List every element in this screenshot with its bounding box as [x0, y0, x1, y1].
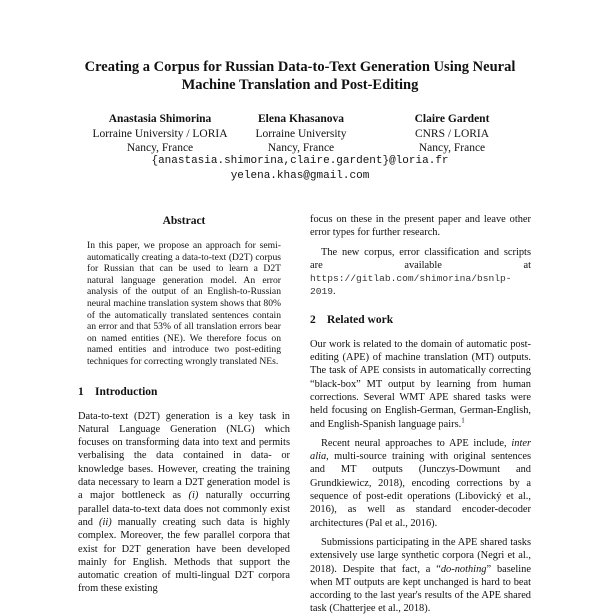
- text-run: ” baseline when MT outputs are kept unchanged is hard to beat according to the last year's results of the APE shared task (Chatterjee et al., 2018).: [310, 563, 531, 615]
- text-run: manually creating such data is highly complex. Moreover, the few parallel corpora that exist for D2T generation have been developed mainly for English. Methods that support the automatic creation of multi-lingual D2T corpora from these existing: [78, 516, 290, 595]
- repository-link[interactable]: https://gitlab.com/shimorina/bsnlp-2019: [310, 273, 512, 298]
- availability-paragraph: [310, 246, 531, 299]
- title-line-1: Creating a Corpus for Russian Data-to-Text Generation Using Neural: [84, 59, 516, 75]
- section-number: 1: [78, 385, 84, 398]
- section-heading-introduction: [78, 385, 290, 399]
- related-paragraph-2: [310, 437, 531, 530]
- continued-paragraph: focus on these in the present paper and leave other error types for further research.: [310, 214, 531, 239]
- left-column: [78, 215, 290, 596]
- author-location: Nancy, France: [418, 142, 486, 154]
- text-run: Our work is related to the domain of automatic post-editing (APE) of machine translation (MT) outputs. The task of APE consists in automatically correcting “black-box” MT output by learning from human corrections. Several WMT APE shared tasks were held focusing on English-German, German-English, and English-Spanish language pairs.: [310, 338, 531, 430]
- author-block-3: [377, 112, 527, 156]
- section-heading-related-work: [310, 313, 531, 327]
- author-name: Claire Gardent: [414, 113, 490, 125]
- author-emails: [60, 154, 540, 183]
- paper-title: [60, 58, 540, 94]
- text-run: Submissions participating in the APE shared tasks extensively use large synthetic corpora (Negri et al., 2018). Despite that fact, a “: [310, 536, 531, 575]
- related-paragraph-1: [310, 338, 531, 431]
- text-run: Recent neural approaches to APE include,: [321, 437, 512, 449]
- text-run: , multi-source training with original sentences and MT outputs (Junczys-Dowmunt and Grundkiewicz, 2018), encoding corrections by a sequence of post-edit operations (Libovický et al., 2016), as well as standard encoder-decoder architectures (Pal et al., 2016).: [310, 451, 531, 529]
- author-affiliation: Lorraine University: [255, 127, 347, 140]
- author-location: Nancy, France: [267, 142, 335, 154]
- text-run-italic: (ii): [99, 516, 112, 528]
- section-number: 2: [310, 313, 316, 326]
- email-line-2: yelena.khas@gmail.com: [230, 169, 370, 182]
- author-name: Anastasia Shimorina: [108, 113, 212, 125]
- intro-paragraph: [78, 410, 290, 596]
- author-location: Nancy, France: [126, 142, 194, 154]
- text-run: Data-to-text (D2T) generation is a key task in Natural Language Generation (NLG) which focuses on transforming data into text and permits verbalising the data contained in data- or knowledge bases. However, creating the training data necessary to learn a D2T generation model is a major bottleneck as: [78, 410, 290, 502]
- right-column: [310, 213, 531, 616]
- section-title: Related work: [327, 313, 394, 326]
- title-line-2: Machine Translation and Post-Editing: [181, 77, 419, 93]
- author-name: Elena Khasanova: [258, 113, 344, 125]
- text-run: naturally occurring parallel data-to-text data does not commonly exist and: [78, 490, 290, 528]
- related-paragraph-3: [310, 536, 531, 616]
- author-affiliation: CNRS / LORIA: [414, 127, 490, 140]
- email-line-1: {anastasia.shimorina,claire.gardent}@loria.fr: [151, 155, 449, 167]
- abstract-heading: Abstract: [162, 215, 206, 227]
- abstract-text: In this paper, we propose an approach for semi-automatically creating a data-to-text (D2T) corpus for Russian that can be used to learn a D2T natural language generation model. An error analysis of the output of an English-to-Russian neural machine translation system shows that 80% of the automatically translated sentences contain an error and that 53% of all translation errors bear on named entities (NE). We therefore focus on named entities and introduce two post-editing techniques for correcting wrongly translated NEs.: [87, 240, 281, 367]
- text-run-italic: inter alia: [310, 437, 531, 463]
- text-run: The new corpus, error classification and scripts are available at: [310, 246, 531, 271]
- footnote-marker[interactable]: 1: [461, 416, 465, 425]
- text-run: .: [333, 286, 336, 298]
- text-run-italic: do-nothing: [440, 563, 487, 575]
- author-block-2: [226, 112, 376, 156]
- text-run-italic: (i): [188, 490, 199, 502]
- section-title: Introduction: [95, 385, 158, 398]
- author-block-1: [85, 112, 235, 156]
- author-affiliation: Lorraine University / LORIA: [92, 127, 228, 140]
